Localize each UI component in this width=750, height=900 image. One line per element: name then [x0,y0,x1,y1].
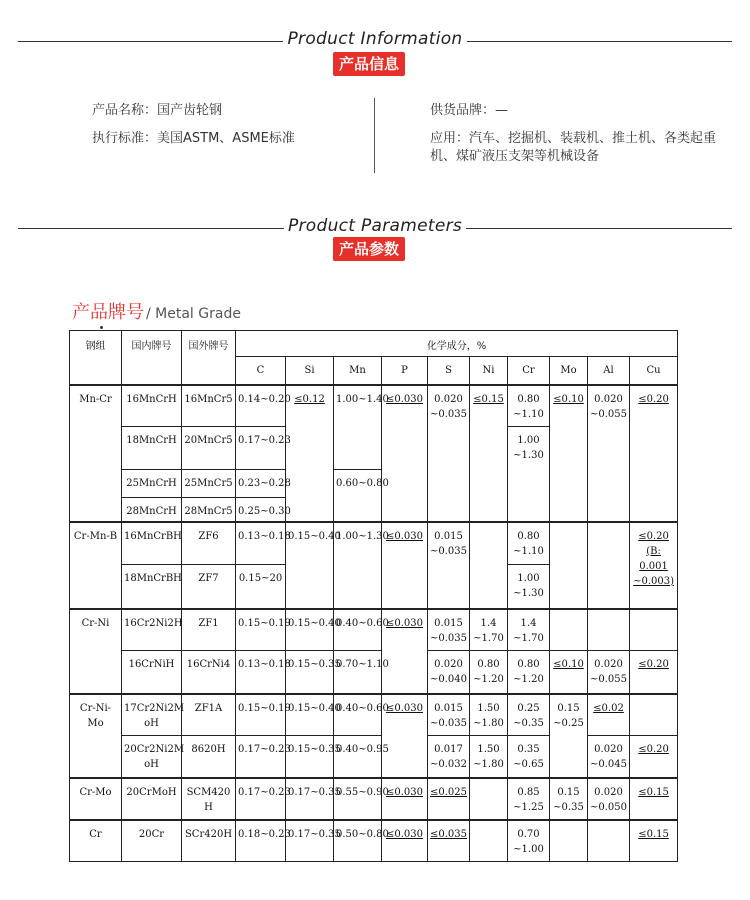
value-cell [550,820,588,862]
header-chemical-composition: 化学成分，% [236,331,678,357]
value-cell: 0.015 ~0.035 [428,609,470,651]
value-cell: 0.020 ~0.045 [588,736,630,778]
value-cell: 0.25 ~0.35 [508,694,550,736]
value-cell: 0.80 ~1.20 [470,651,508,694]
product-brand: 供货品牌：— [430,103,509,118]
value-cell [470,820,508,862]
value-cell: 0.35 ~0.65 [508,736,550,778]
value-cell: 0.015 ~0.035 [428,522,470,609]
value-cell: 1.50 ~1.80 [470,694,508,736]
value-cell: 0.15~0.35 [286,651,334,694]
value-cell: ≤0.035 [428,820,470,862]
params-title-cn-badge: 产品参数 [333,237,405,261]
domestic-grade-cell: 16MnCrBH [122,522,182,565]
foreign-grade-cell: 8620H [182,736,236,778]
value-cell: 0.50~0.80 [334,820,382,862]
value-cell [588,820,630,862]
value-cell: 0.020 ~0.055 [588,651,630,694]
value-cell: 0.15~0.40 [286,694,334,736]
steel-group-cell: Cr-Mo [70,778,122,820]
value-cell [470,778,508,820]
value-cell: ≤0.030 [382,820,428,862]
value-cell: 0.13~0.18 [236,651,286,694]
grade-table [69,330,678,862]
value-cell [588,609,630,651]
foreign-grade-cell: ZF7 [182,565,236,609]
domestic-grade-cell: 28MnCrH [122,498,182,522]
info-title-en: Product Information [0,29,750,49]
domestic-grade-cell: 16Cr2Ni2H [122,609,182,651]
domestic-grade-cell: 25MnCrH [122,470,182,498]
header-element: C [236,357,286,385]
foreign-grade-cell: 16CrNi4 [182,651,236,694]
steel-group-cell: Cr-Mn-B [70,522,122,609]
header-foreign-grade: 国外牌号 [182,331,236,385]
steel-group-cell: Cr-Ni-Mo [70,694,122,778]
metal-grade-title-en: / Metal Grade [146,306,241,322]
value-cell: ≤0.02 [588,694,630,736]
value-cell: 0.17~0.35 [286,820,334,862]
value-cell [630,609,678,651]
value-cell: 0.17~0.23 [236,778,286,820]
value-cell: 0.80 ~1.20 [508,651,550,694]
value-cell: ≤0.20 (B: 0.001 ~0.003) [630,522,678,609]
value-cell: 0.15~0.40 [286,522,334,609]
value-cell: 0.020 ~0.035 [428,385,470,522]
foreign-grade-cell: SCr420H [182,820,236,862]
value-cell: 1.00~1.40 [334,385,382,470]
bullet-dot [100,326,103,329]
value-cell: ≤0.025 [428,778,470,820]
domestic-grade-cell: 18MnCrH [122,427,182,470]
value-cell: 0.18~0.23 [236,820,286,862]
value-cell: ≤0.15 [470,385,508,522]
header-element: Si [286,357,334,385]
value-cell: 1.4 ~1.70 [470,609,508,651]
value-cell: 0.15~20 [236,565,286,609]
value-cell [550,522,588,609]
domestic-grade-cell: 20Cr [122,820,182,862]
value-cell: 0.15 ~0.25 [550,694,588,778]
value-cell: 0.15~0.19 [236,694,286,736]
steel-group-cell: Mn-Cr [70,385,122,522]
info-vertical-divider [374,98,375,173]
value-cell: 0.14~0.20 [236,385,286,427]
domestic-grade-cell: 16MnCrH [122,385,182,427]
domestic-grade-cell: 18MnCrBH [122,565,182,609]
value-cell: 0.015 ~0.035 [428,694,470,736]
header-element: Mn [334,357,382,385]
value-cell: 1.00~1.30 [334,522,382,609]
domestic-grade-cell: 20CrMoH [122,778,182,820]
foreign-grade-cell: 28MnCr5 [182,498,236,522]
header-element: P [382,357,428,385]
value-cell: 0.80 ~1.10 [508,522,550,565]
value-cell: ≤0.030 [382,609,428,694]
value-cell: 0.80 ~1.10 [508,385,550,427]
value-cell: ≤0.15 [630,820,678,862]
value-cell: ≤0.030 [382,694,428,778]
value-cell: 0.017 ~0.032 [428,736,470,778]
product-name: 产品名称：国产齿轮钢 [92,103,223,118]
value-cell: ≤0.10 [550,385,588,522]
value-cell: 0.60~0.80 [334,470,382,522]
value-cell: ≤0.030 [382,385,428,522]
params-title-en: Product Parameters [0,216,750,236]
value-cell: 0.17~0.23 [236,736,286,778]
value-cell: 1.00 ~1.30 [508,427,550,522]
value-cell: 0.17~0.23 [236,427,286,470]
value-cell: 0.40~0.60 [334,694,382,736]
foreign-grade-cell: ZF1A [182,694,236,736]
value-cell: ≤0.15 [630,778,678,820]
value-cell: ≤0.20 [630,651,678,694]
value-cell: 0.13~0.18 [236,522,286,565]
header-element: Mo [550,357,588,385]
value-cell [470,522,508,609]
value-cell [588,522,630,609]
header-steel-group: 钢组 [70,331,122,385]
header-domestic-grade: 国内牌号 [122,331,182,385]
value-cell: 0.020 ~0.050 [588,778,630,820]
value-cell: 0.15~0.19 [236,609,286,651]
domestic-grade-cell: 17Cr2Ni2M oH [122,694,182,736]
value-cell: ≤0.10 [550,651,588,694]
header-element: S [428,357,470,385]
value-cell: 0.15~0.35 [286,736,334,778]
value-cell: 0.23~0.28 [236,470,286,498]
value-cell: 0.25~0.30 [236,498,286,522]
value-cell: 0.85 ~1.25 [508,778,550,820]
value-cell: 0.020 ~0.055 [588,385,630,522]
foreign-grade-cell: 20MnCr5 [182,427,236,470]
domestic-grade-cell: 16CrNiH [122,651,182,694]
value-cell: 0.40~0.95 [334,736,382,778]
value-cell [630,694,678,736]
product-standard: 执行标准：美国ASTM、ASME标准 [92,131,295,146]
foreign-grade-cell: ZF6 [182,522,236,565]
value-cell: 0.70~1.10 [334,651,382,694]
steel-group-cell: Cr [70,820,122,862]
info-title-cn-badge: 产品信息 [333,52,405,76]
value-cell: 1.4 ~1.70 [508,609,550,651]
value-cell: ≤0.20 [630,385,678,522]
foreign-grade-cell: 25MnCr5 [182,470,236,498]
value-cell: 1.00 ~1.30 [508,565,550,609]
value-cell [550,609,588,651]
value-cell: 1.50 ~1.80 [470,736,508,778]
value-cell: 0.40~0.60 [334,609,382,651]
value-cell: 0.15 ~0.35 [550,778,588,820]
header-element: Cr [508,357,550,385]
value-cell: ≤0.030 [382,778,428,820]
header-element: Ni [470,357,508,385]
value-cell: ≤0.20 [630,736,678,778]
value-cell: 0.020 ~0.040 [428,651,470,694]
value-cell: ≤0.030 [382,522,428,609]
value-cell: ≤0.12 [286,385,334,522]
value-cell: 0.15~0.40 [286,609,334,651]
product-application: 应用：汽车、挖掘机、装载机、推土机、各类起重机、煤矿液压支架等机械设备 [430,131,717,164]
value-cell: 0.55~0.90 [334,778,382,820]
steel-group-cell: Cr-Ni [70,609,122,694]
metal-grade-title [72,298,241,324]
foreign-grade-cell: SCM420 H [182,778,236,820]
foreign-grade-cell: 16MnCr5 [182,385,236,427]
header-element: Al [588,357,630,385]
value-cell: 0.17~0.35 [286,778,334,820]
domestic-grade-cell: 20Cr2Ni2M oH [122,736,182,778]
metal-grade-title-cn: 产品牌号 [72,302,144,323]
value-cell: 0.70 ~1.00 [508,820,550,862]
header-element: Cu [630,357,678,385]
foreign-grade-cell: ZF1 [182,609,236,651]
